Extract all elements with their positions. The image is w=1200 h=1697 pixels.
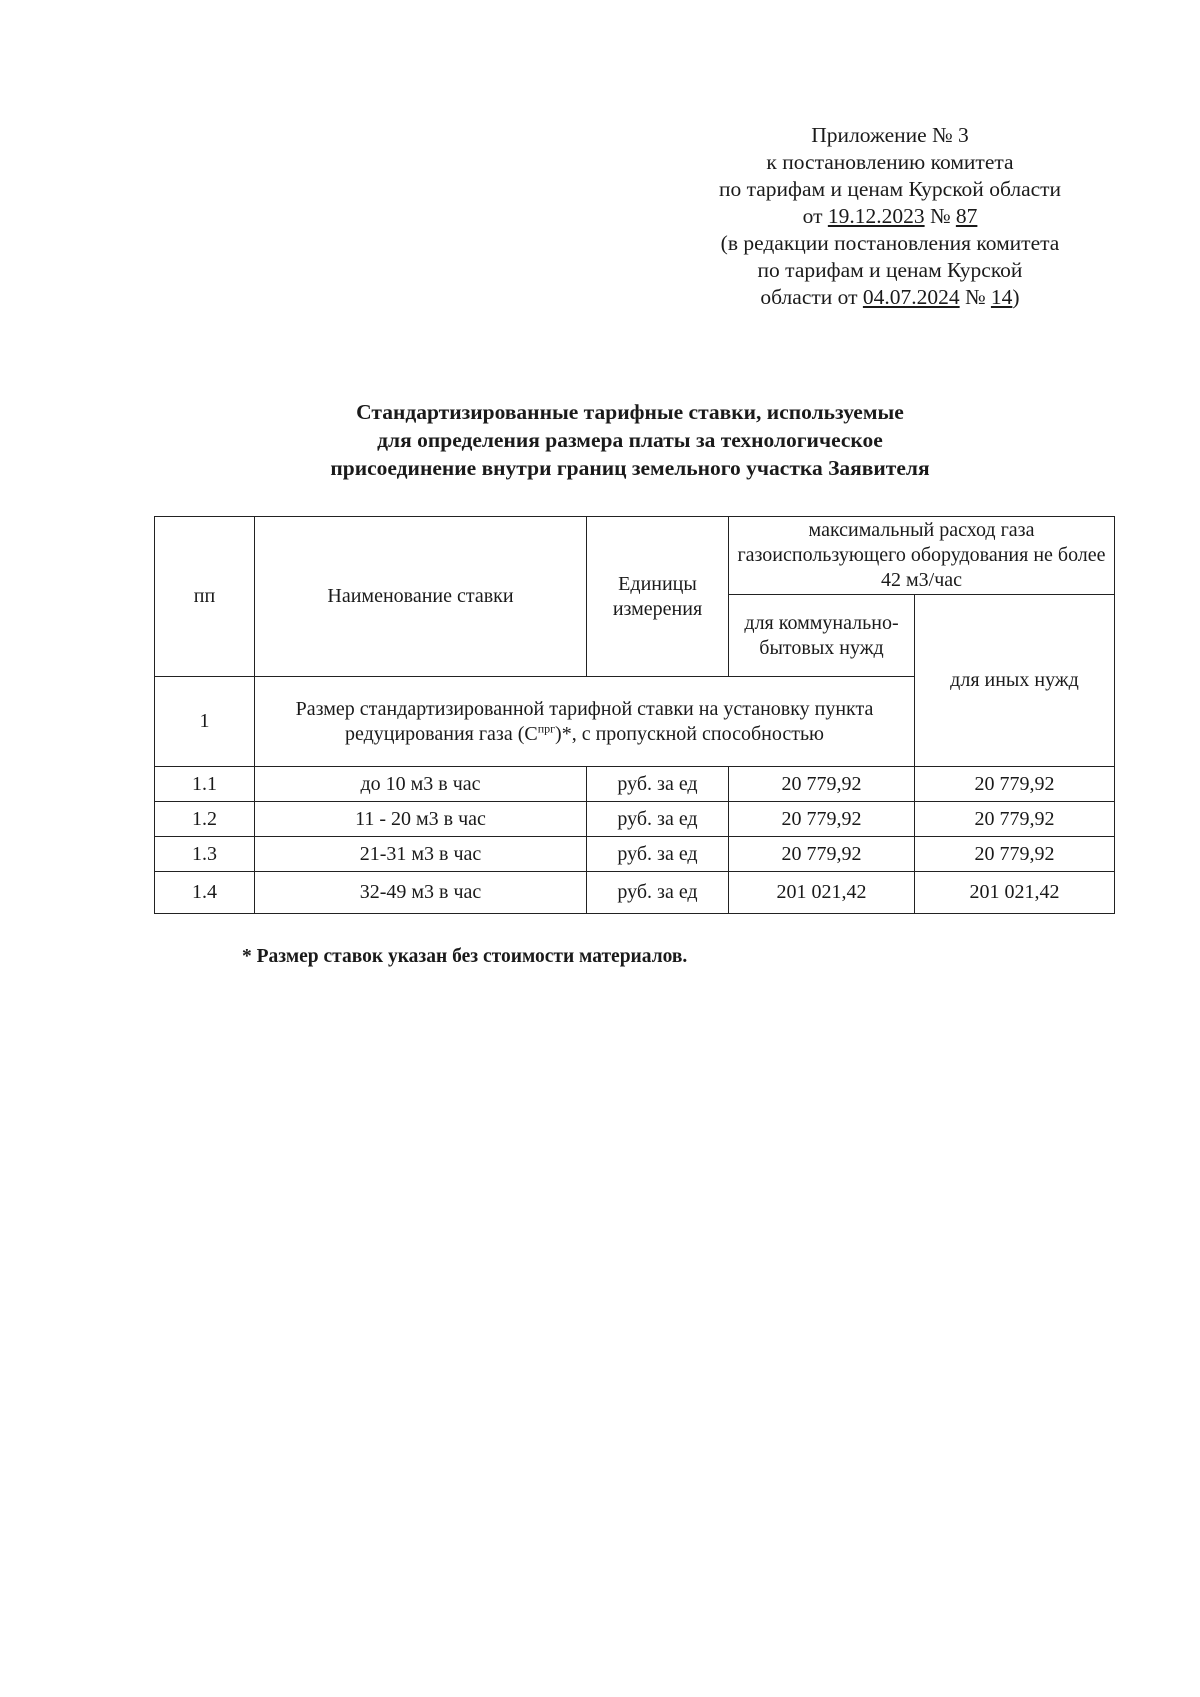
footnote: * Размер ставок указан без стоимости материалов.	[242, 946, 688, 967]
revision-date: 04.07.2024	[862, 285, 960, 309]
tariff-symbol-superscript: прг	[537, 720, 556, 735]
row-other-value: 20 779,92	[915, 767, 1115, 802]
header-pp: пп	[155, 517, 255, 677]
row-unit: руб. за ед	[587, 837, 729, 872]
appendix-date-line: от 19.12.2023 № 87	[802, 204, 978, 228]
decree-date: 19.12.2023	[827, 204, 925, 228]
header-max-flow: максимальный расход газа газоиспользующего оборудования не более 42 м3/час	[729, 517, 1115, 595]
row-name: 11 - 20 м3 в час	[255, 802, 587, 837]
row-number: 1.2	[155, 802, 255, 837]
row-household-value: 20 779,92	[729, 802, 915, 837]
table-row	[155, 767, 1115, 802]
rates-table	[154, 516, 1115, 914]
document-title: Стандартизированные тарифные ставки, используемые для определения размера платы за технологическое присоединение внутри границ земельного участка Заявителя	[330, 400, 930, 480]
appendix-ref-line: по тарифам и ценам Курской	[757, 258, 1023, 282]
table-row	[155, 837, 1115, 872]
row-name: до 10 м3 в час	[255, 767, 587, 802]
decree-number: 87	[955, 204, 978, 228]
appendix-ref-line: (в редакции постановления комитета	[720, 231, 1060, 255]
header-other: для иных нужд	[915, 595, 1115, 767]
header-name: Наименование ставки	[255, 517, 587, 677]
appendix-ref-line: по тарифам и ценам Курской области	[718, 177, 1062, 201]
row-name: 32-49 м3 в час	[255, 872, 587, 914]
header-units: Единицы измерения	[587, 517, 729, 677]
row-other-value: 20 779,92	[915, 802, 1115, 837]
row-household-value: 201 021,42	[729, 872, 915, 914]
row-unit: руб. за ед	[587, 802, 729, 837]
header-household: для коммунально-бытовых нужд	[729, 595, 915, 677]
row-number: 1.3	[155, 837, 255, 872]
appendix-header	[660, 122, 1120, 311]
row-household-value: 20 779,92	[729, 767, 915, 802]
appendix-ref-line: к постановлению комитета	[766, 150, 1014, 174]
row-other-value: 201 021,42	[915, 872, 1115, 914]
row-unit: руб. за ед	[587, 872, 729, 914]
table-row	[155, 872, 1115, 914]
appendix-number: Приложение № 3	[811, 123, 969, 147]
row-number: 1.1	[155, 767, 255, 802]
row-other-value: 20 779,92	[915, 837, 1115, 872]
row-household-value: 20 779,92	[729, 837, 915, 872]
row-unit: руб. за ед	[587, 767, 729, 802]
group-title: Размер стандартизированной тарифной ставки на установку пункта редуцирования газа $(С^{прг})*$, с пропускной способностью	[255, 677, 915, 767]
revision-number: 14	[990, 285, 1013, 309]
group-number: 1	[155, 677, 255, 767]
appendix-revision-line: области от 04.07.2024 № 14)	[760, 285, 1020, 309]
row-name: 21-31 м3 в час	[255, 837, 587, 872]
table-row	[155, 802, 1115, 837]
row-number: 1.4	[155, 872, 255, 914]
